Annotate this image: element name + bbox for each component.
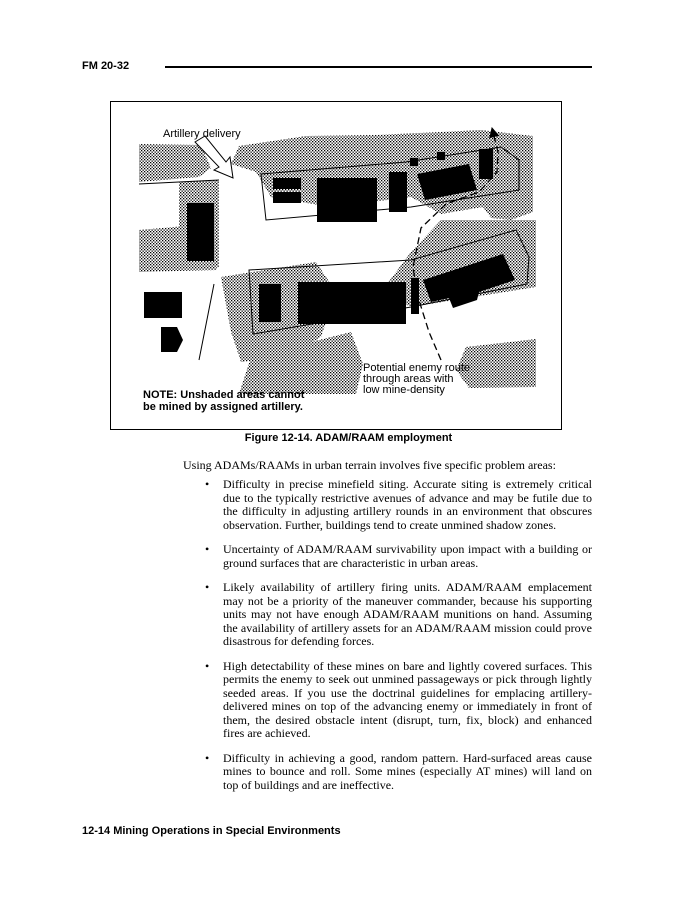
list-item-text: Difficulty in precise minefield siting. Accurate siting is extremely critical due to the typically restrictive avenues of advance and may be futile due to the difficulty in adjusting artillery rounds in an environment that obscures observation. Further, buildings tend to create unmined shadow zones. <box>223 477 592 532</box>
list-item <box>200 543 592 570</box>
street-outline-left-diag <box>199 284 214 360</box>
list-item-text: High detectability of these mines on bare and lightly covered surfaces. This permits the enemy to seek out unmined passageways or pick through lightly seeded areas. If you use the doctrinal guidelines for emplacing artillery-delivered mines on top of the advancing enemy or immediately in front of them, the desired obstacle intent (disrupt, turn, fix, block) and enhanced fires are achieved. <box>223 658 592 740</box>
list-item <box>200 752 592 793</box>
list-item <box>200 581 592 649</box>
shaded-area-top <box>139 144 211 182</box>
header-rule <box>165 66 592 68</box>
building <box>317 178 377 222</box>
figure-note <box>143 389 304 413</box>
building <box>187 203 214 261</box>
running-header: FM 20-32 <box>82 60 130 72</box>
building <box>479 149 493 179</box>
route-label-line2: through areas with <box>363 373 454 385</box>
building <box>437 152 445 160</box>
building <box>389 172 407 212</box>
list-item <box>200 478 592 532</box>
building <box>144 292 182 318</box>
building <box>410 158 418 166</box>
list-item-text: Difficulty in achieving a good, random pattern. Hard-surfaced areas cause mines to bounce and roll. Some mines (especially AT mines) will land on top of buildings and are ineffective. <box>223 750 592 792</box>
list-item-text: Likely availability of artillery firing units. ADAM/RAAM emplacement may not be a priority of the maneuver commander, because his supporting units may not have enough ADAM/RAAM munitions on hand. Assuming the availability of artillery assets for an ADAM/RAAM mission could prove disastrous for defending forces. <box>223 580 592 648</box>
intro-paragraph: Using ADAMs/RAAMs in urban terrain involves five specific problem areas: <box>183 458 556 472</box>
building <box>161 327 183 352</box>
bullet-icon: • <box>205 750 210 765</box>
building <box>273 192 301 203</box>
figure-caption: Figure 12-14. ADAM/RAAM employment <box>244 432 453 444</box>
note-line: NOTE: Unshaded areas cannot <box>143 389 305 401</box>
running-footer: 12-14 Mining Operations in Special Environments <box>82 825 341 837</box>
artillery-delivery-label: Artillery delivery <box>163 128 241 140</box>
problem-areas-list <box>200 478 592 803</box>
building <box>273 178 301 189</box>
building <box>298 282 406 324</box>
bullet-icon: • <box>205 477 210 491</box>
bullet-icon: • <box>205 580 210 594</box>
urban-map-diagram <box>111 102 561 429</box>
note-line: be mined by assigned artillery. <box>143 401 303 413</box>
bullet-icon: • <box>205 658 210 673</box>
building <box>259 284 281 322</box>
bullet-icon: • <box>205 542 210 556</box>
route-label-line1: Potential enemy route <box>363 362 471 374</box>
list-item-text: Uncertainty of ADAM/RAAM survivability upon impact with a building or ground surfaces that are characteristic in urban areas. <box>223 542 592 570</box>
figure-adam-raam <box>110 101 562 430</box>
list-item <box>200 660 592 741</box>
route-label-line3: low mine-density <box>363 384 445 396</box>
